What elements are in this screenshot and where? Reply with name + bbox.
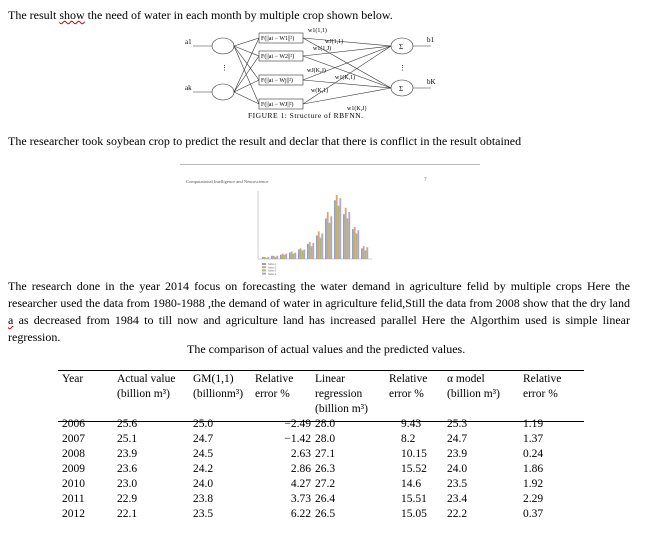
table-cell: 1.92: [523, 478, 544, 490]
table-cell: 25.0: [193, 418, 214, 430]
table-cell: 2011: [62, 493, 85, 505]
chart-bar: [267, 257, 269, 259]
table-cell: −1.42: [284, 433, 311, 445]
table-row: [60, 462, 580, 477]
output-label: b1: [427, 36, 434, 44]
header-alpha-model: α model (billion m³): [447, 373, 500, 400]
chart-bar: [309, 242, 311, 259]
weight-label: wJ(1,1): [325, 39, 344, 45]
table-cell: 23.0: [117, 478, 138, 490]
chart-bar: [293, 254, 295, 259]
weight-label: w1(K,J): [347, 106, 367, 112]
chart-bar: [334, 200, 336, 259]
chart-bar: [354, 227, 356, 259]
chart-bar: [352, 229, 354, 259]
table-cell: 15.52: [401, 463, 427, 475]
chart-bar: [327, 212, 329, 259]
ellipsis-marker: ⋮: [399, 64, 406, 72]
legend-label: Series 2: [268, 266, 277, 270]
table-cell: 25.3: [447, 418, 468, 430]
chart-bar: [302, 250, 304, 259]
chart-legend: [262, 263, 277, 276]
table-cell: 27.2: [315, 478, 336, 490]
research-paragraph: The research done in the year 2014 focus on forecasting the water demand in agriculture felid by multiple crops Here the researcher used the data from 1980-1988 ,the demand of water in agriculture felid,Still the data from 2008 show that the dry land a as decreased from 1984 to till now and agriculture land has increased parallel Here the Algorthim used is simple linear regression.: [8, 279, 630, 344]
table-cell: 0.37: [523, 508, 544, 520]
chart-bar: [343, 214, 345, 259]
chart-bar: [363, 246, 365, 259]
weight-label: w(K,1): [311, 88, 329, 94]
table-cell: −2.49: [284, 418, 311, 430]
chart-bar: [325, 218, 327, 259]
chart-bar: [339, 198, 341, 259]
bar-figure-header-rule: [180, 164, 480, 165]
table-cell: 26.4: [315, 493, 336, 505]
table-cell: 23.5: [193, 508, 214, 520]
chart-bar: [356, 233, 358, 259]
table-cell: 0.24: [523, 448, 544, 460]
chart-bar: [318, 231, 320, 259]
table-cell: 3.73: [290, 493, 311, 505]
table-cell: 2007: [62, 433, 85, 445]
table-cell: 22.9: [117, 493, 138, 505]
table-cell: 22.2: [447, 508, 468, 520]
table-cell: 25.6: [117, 418, 138, 430]
table-row: [60, 492, 580, 507]
chart-bar: [266, 258, 268, 259]
chart-bar: [336, 195, 338, 259]
table-cell: 25.1: [117, 433, 138, 445]
table-cell: 24.7: [193, 433, 214, 445]
bar-figure-header: Computational Intelligence and Neuroscience: [186, 179, 269, 184]
table-cell: 23.4: [447, 493, 468, 505]
node-label: F(||ai − Wj||²): [261, 78, 293, 84]
table-cell: 23.8: [193, 493, 214, 505]
table-row: [60, 432, 580, 447]
table-cell: 22.1: [117, 508, 138, 520]
chart-bar: [298, 249, 300, 259]
header-year: Year: [62, 373, 84, 385]
header-actual: Actual value (billion m³): [117, 373, 176, 400]
table-cell: 4.27: [290, 478, 311, 490]
table-cell: 10.15: [401, 448, 427, 460]
legend-swatch: [262, 269, 266, 271]
chart-bar: [300, 248, 302, 259]
table-top-rule: [58, 370, 584, 371]
chart-bar: [321, 233, 323, 259]
bar-figure-page-number: 7: [424, 178, 427, 183]
table-row: [60, 507, 580, 522]
table-cell: 24.0: [447, 463, 468, 475]
table-cell: 2.86: [290, 463, 311, 475]
table-body: [60, 417, 580, 522]
chart-bar: [285, 254, 287, 259]
chart-bar: [262, 257, 264, 259]
comparison-table: [60, 372, 580, 522]
weight-label: w1(K,1): [335, 75, 356, 81]
node-label: F(||ai − W2||²): [261, 54, 295, 60]
chart-bar: [365, 250, 367, 259]
output-label: bK: [427, 78, 436, 86]
table-caption: The comparison of actual values and the predicted values.: [187, 342, 466, 356]
chart-bar: [280, 255, 282, 259]
table-cell: 26.3: [315, 463, 336, 475]
sum-symbol: Σ: [399, 85, 404, 93]
chart-bar: [357, 230, 359, 259]
header-relative-error: Relative error %: [389, 373, 428, 400]
misspelled-letter: a: [8, 313, 14, 327]
input-label: ak: [185, 84, 192, 92]
chart-bar: [275, 257, 277, 259]
table-cell: 9.43: [401, 418, 422, 430]
table-cell: 2006: [62, 418, 85, 430]
rbfnn-figure-caption: FIGURE 1: Structure of RBFNN.: [248, 111, 364, 120]
chart-bar: [273, 256, 275, 259]
weight-label: w1(1,1): [308, 28, 327, 34]
table-cell: 23.9: [447, 448, 468, 460]
table-cell: 28.0: [315, 418, 336, 430]
table-cell: 23.9: [117, 448, 138, 460]
table-cell: 2009: [62, 463, 85, 475]
table-cell: 24.2: [193, 463, 214, 475]
table-cell: 15.51: [401, 493, 427, 505]
table-cell: 23.5: [447, 478, 468, 490]
node-label: F(||ai − WJ||²): [261, 102, 294, 108]
researcher-note: The researcher took soybean crop to predict the result and declar that there is conflict in the result obtained: [8, 134, 522, 148]
legend-swatch: [262, 263, 266, 265]
table-cell: 2010: [62, 478, 85, 490]
weight-label: wJ(K,J): [307, 68, 326, 74]
chart-bar: [347, 218, 349, 259]
intro-sentence: The result show the need of water in each month by multiple crop shown below.: [8, 8, 393, 22]
chart-bar: [348, 212, 350, 259]
table-cell: 1.37: [523, 433, 544, 445]
chart-bar: [284, 255, 286, 259]
table-cell: 8.2: [401, 433, 416, 445]
table-row: [60, 477, 580, 492]
table-header-row: [60, 372, 580, 417]
chart-bar: [366, 247, 368, 259]
header-relative-error: Relative error %: [255, 373, 294, 400]
table-cell: 24.0: [193, 478, 214, 490]
table-cell: 26.5: [315, 508, 336, 520]
table-cell: 15.05: [401, 508, 427, 520]
chart-bar: [264, 257, 266, 259]
table-row: [60, 447, 580, 462]
legend-label: Series 3: [268, 269, 277, 273]
table-cell: 2008: [62, 448, 85, 460]
monthly-water-demand-chart: [240, 187, 380, 277]
table-cell: 23.6: [117, 463, 138, 475]
chart-bar: [294, 253, 296, 259]
table-cell: 28.0: [315, 433, 336, 445]
chart-bar: [312, 243, 314, 259]
header-linear-regression: Linear regression (billion m³): [315, 373, 368, 415]
chart-bar: [282, 254, 284, 259]
table-cell: 2.29: [523, 493, 544, 505]
table-cell: 6.22: [290, 508, 311, 520]
chart-bar: [338, 206, 340, 259]
node-label: F(||ai − W1||²): [261, 36, 295, 42]
input-label: a1: [185, 38, 192, 46]
legend-swatch: [262, 266, 266, 268]
table-row: [60, 417, 580, 432]
table-cell: 24.5: [193, 448, 214, 460]
chart-bar: [316, 236, 318, 259]
table-cell: 14.6: [401, 478, 422, 490]
chart-bar: [271, 256, 273, 259]
chart-bar: [307, 244, 309, 259]
chart-bar: [320, 238, 322, 259]
chart-bar: [303, 249, 305, 259]
table-cell: 27.1: [315, 448, 336, 460]
chart-bar: [329, 223, 331, 259]
chart-bar: [345, 208, 347, 259]
legend-label: Series 1: [268, 263, 277, 267]
table-cell: 1.86: [523, 463, 544, 475]
ellipsis-marker: ⋮: [221, 64, 228, 72]
misspelled-word: show: [59, 8, 85, 22]
weight-label: w1(1,J): [313, 46, 332, 52]
chart-bar: [291, 252, 293, 259]
legend-label: Series 4: [268, 272, 277, 276]
chart-bar: [361, 248, 363, 259]
table-cell: 2012: [62, 508, 85, 520]
table-cell: 1.19: [523, 418, 544, 430]
table-cell: 24.7: [447, 433, 468, 445]
chart-bar: [330, 216, 332, 259]
sum-symbol: Σ: [399, 43, 404, 51]
header-gm: GM(1,1) (billionm³): [193, 373, 244, 400]
chart-bar: [311, 246, 313, 259]
header-relative-error: Relative error %: [523, 373, 562, 400]
chart-bar: [276, 256, 278, 259]
table-cell: 2.63: [290, 448, 311, 460]
legend-swatch: [262, 273, 266, 275]
chart-bar: [289, 253, 291, 259]
